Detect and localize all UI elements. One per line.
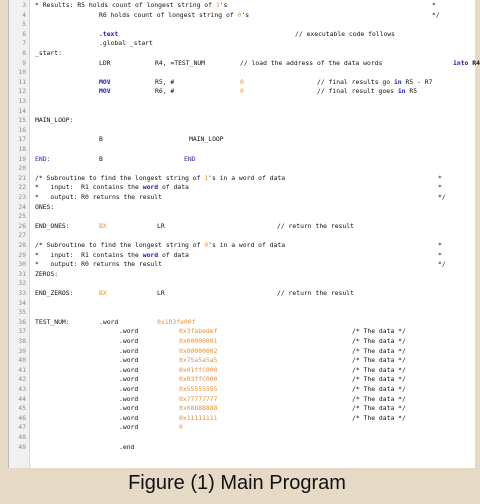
- code-line: [9, 289, 475, 299]
- code-token: /* The data */: [352, 394, 406, 403]
- code-line: [9, 107, 475, 117]
- line-number: 35: [18, 309, 26, 317]
- code-token: .word: [119, 413, 139, 422]
- code-token: 's: [219, 1, 228, 9]
- code-token: R5, #: [155, 77, 175, 86]
- code-token: .word: [119, 365, 139, 374]
- code-token: .word: [119, 337, 139, 345]
- code-token: LR: [157, 289, 165, 297]
- code-line: [9, 318, 475, 328]
- line-number: 47: [18, 424, 26, 432]
- code-token: in: [393, 77, 402, 86]
- code-token: END: [184, 154, 196, 163]
- line-number: 13: [18, 98, 26, 105]
- code-token: .word: [119, 404, 139, 413]
- line-number: 15: [18, 117, 26, 125]
- code-token: of data: [158, 183, 189, 192]
- code-line: [9, 404, 475, 414]
- line-number: 40: [18, 357, 26, 365]
- code-line: [9, 155, 475, 165]
- code-token: 0: [240, 87, 244, 96]
- code-token: * Results: R5 holds count of longest string of 1's: [35, 1, 228, 9]
- code-token: 0: [240, 77, 244, 86]
- code-token: 0x3fabedef: [179, 327, 218, 336]
- code-token: .word: [119, 423, 139, 432]
- line-number: 29: [18, 251, 26, 259]
- code-line: [9, 203, 475, 213]
- code-token: LR: [157, 221, 165, 230]
- code-token: 1: [204, 173, 209, 182]
- line-number: 34: [18, 299, 26, 307]
- code-token: .word: [119, 327, 139, 336]
- line-number: 5: [22, 21, 26, 29]
- code-line: [9, 126, 475, 136]
- code-token: word: [142, 183, 159, 192]
- code-line: [9, 251, 475, 261]
- code-token: .word: [119, 375, 139, 384]
- code-line: [9, 270, 475, 280]
- code-token: .end: [119, 442, 135, 451]
- code-line: [9, 299, 475, 309]
- code-line: [9, 423, 475, 433]
- code-line: [9, 414, 475, 424]
- line-number: 37: [18, 328, 26, 336]
- line-number: 42: [18, 376, 26, 384]
- code-line: [9, 395, 475, 405]
- line-number: 44: [18, 395, 26, 403]
- code-token: /* The data */: [352, 327, 406, 336]
- code-line: [9, 375, 475, 385]
- code-token: R4: [468, 58, 480, 67]
- code-line: [9, 337, 475, 347]
- line-number: 32: [18, 280, 26, 288]
- code-token: /* The data */: [352, 404, 406, 413]
- line-number: 28: [18, 242, 26, 249]
- figure-caption: Figure (1) Main Program: [128, 472, 346, 494]
- code-token: into R4: [453, 58, 480, 67]
- code-line: [9, 164, 475, 174]
- line-number: 14: [18, 107, 26, 115]
- line-number: 22: [18, 184, 26, 192]
- code-token: */: [438, 193, 446, 201]
- code-token: *: [438, 250, 442, 259]
- code-token: 0x00000001: [179, 337, 218, 345]
- code-line: [9, 241, 475, 251]
- code-token: 0: [237, 10, 242, 19]
- code-line: [9, 260, 475, 270]
- code-line: [9, 183, 475, 193]
- code-token: .word: [119, 385, 139, 393]
- code-token: * output: R0 returns the result: [35, 193, 162, 201]
- code-token: *: [432, 1, 436, 9]
- code-token: BX: [99, 221, 107, 230]
- code-token: *: [438, 183, 442, 192]
- code-token: .word: [99, 317, 119, 326]
- code-token: /* The data */: [352, 375, 406, 384]
- code-token: R4, =TEST_NUM: [155, 58, 206, 67]
- code-token: // executable code follows: [295, 29, 396, 38]
- code-token: * input: R1 contains the word of data: [35, 250, 189, 259]
- code-token: 0x55555555: [179, 385, 218, 393]
- line-number: 38: [18, 338, 26, 345]
- code-token: word: [142, 250, 159, 259]
- code-line: [9, 212, 475, 222]
- code-token: R5: [405, 87, 418, 96]
- code-token: 0: [204, 241, 209, 249]
- line-number: 16: [18, 126, 26, 134]
- line-number: 25: [18, 213, 26, 221]
- code-token: /* The data */: [352, 413, 406, 422]
- line-number: 31: [18, 270, 26, 278]
- code-line: [9, 443, 475, 453]
- code-token: TEST_NUM:: [35, 317, 70, 326]
- code-token: */: [432, 10, 440, 19]
- code-token: 0x00000002: [179, 346, 218, 355]
- code-line: [9, 231, 475, 241]
- code-line: [9, 11, 475, 21]
- code-line: [9, 222, 475, 232]
- code-line: [9, 347, 475, 357]
- code-token: // final result goes in R5: [317, 87, 418, 96]
- code-token: /* Subroutine to find the longest string of 1's in a word of data: [35, 173, 286, 182]
- line-number: 33: [18, 290, 26, 297]
- line-number: 3: [22, 2, 26, 9]
- code-token: R5 - R7: [401, 77, 433, 86]
- line-number: 10: [18, 69, 26, 77]
- code-token: _start:: [35, 49, 62, 57]
- code-token: /* The data */: [352, 356, 406, 365]
- code-editor[interactable]: [8, 0, 480, 468]
- code-token: ONES:: [35, 202, 55, 211]
- code-line: [9, 385, 475, 395]
- code-token: 0x03ffC000: [179, 375, 218, 384]
- code-token: 0x103fe00f: [157, 317, 196, 326]
- line-number: 41: [18, 366, 26, 374]
- code-token: *: [438, 241, 442, 249]
- code-token: 's in a word of data: [208, 241, 286, 249]
- code-line: [9, 279, 475, 289]
- code-token: R6, #: [155, 87, 175, 96]
- line-number: 26: [18, 222, 26, 230]
- code-token: // final results go in R5 - R7: [317, 77, 433, 86]
- code-token: */: [438, 260, 446, 269]
- code-token: R6 holds count of longest string of 0's: [99, 10, 250, 19]
- code-token: MAIN_LOOP:: [35, 116, 74, 125]
- code-token: 0x75a5a5a5: [179, 356, 218, 365]
- code-line: [9, 20, 475, 30]
- line-number: 21: [18, 174, 26, 182]
- code-token: .text: [99, 29, 119, 38]
- code-token: MOV: [99, 77, 111, 86]
- code-line: [9, 97, 475, 107]
- code-token: 0x08888888: [179, 404, 218, 413]
- line-number: 39: [18, 347, 26, 355]
- line-number: 8: [22, 50, 26, 57]
- code-token: .word: [119, 356, 139, 365]
- line-number: 30: [18, 261, 26, 269]
- code-token: * input: R1 contains the word of data: [35, 183, 189, 192]
- code-token: 's: [241, 10, 250, 19]
- code-token: 0x01ffC000: [179, 365, 218, 374]
- code-token: .global _start: [99, 39, 153, 48]
- code-token: // return the result: [277, 289, 354, 297]
- code-line: [9, 308, 475, 318]
- code-line: [9, 356, 475, 366]
- code-token: in: [397, 87, 406, 96]
- line-number: 19: [18, 155, 26, 163]
- code-line: [9, 174, 475, 184]
- code-token: * output: R0 returns the result: [35, 260, 162, 269]
- line-number: 11: [18, 78, 26, 86]
- line-number: 24: [18, 203, 26, 211]
- code-token: // load the address of the data words: [240, 58, 387, 67]
- code-line: [9, 193, 475, 203]
- code-token: END_ZEROS:: [35, 289, 74, 297]
- code-token: BX: [99, 289, 107, 297]
- code-token: 0x11111111: [179, 413, 218, 422]
- code-token: 0x77777777: [179, 394, 218, 403]
- code-token: .word: [119, 346, 139, 355]
- code-line: [9, 145, 475, 155]
- code-token: ZEROS:: [35, 269, 59, 278]
- code-line: [9, 135, 475, 145]
- line-number: 46: [18, 414, 26, 422]
- code-token: *: [438, 173, 442, 182]
- line-number: 7: [22, 40, 26, 48]
- code-token: /* The data */: [352, 337, 406, 345]
- code-token: END_ONES:: [35, 221, 70, 230]
- code-line: [9, 30, 475, 40]
- code-token: 1: [215, 1, 220, 9]
- code-token: of data: [158, 250, 189, 259]
- code-token: /* The data */: [352, 346, 406, 355]
- code-line: [9, 433, 475, 443]
- line-number: 36: [18, 318, 26, 326]
- code-token: /* The data */: [352, 365, 406, 374]
- code-line: [9, 116, 475, 126]
- code-line: [9, 87, 475, 97]
- code-token: /* The data */: [352, 385, 406, 393]
- code-line: [9, 327, 475, 337]
- code-line: [9, 366, 475, 376]
- code-token: MAIN_LOOP: [189, 135, 224, 144]
- code-line: [9, 68, 475, 78]
- code-token: LDR: [99, 58, 111, 67]
- code-line: [9, 78, 475, 88]
- code-token: MOV: [99, 87, 111, 96]
- code-token: /* Subroutine to find the longest string of 0's in a word of data: [35, 241, 286, 249]
- code-token: B: [99, 135, 103, 144]
- line-number: 17: [18, 136, 26, 144]
- code-line: [9, 58, 480, 69]
- code-token: END:: [35, 154, 51, 163]
- code-token: 0: [179, 423, 183, 432]
- line-number: 23: [18, 194, 26, 201]
- code-line: [9, 1, 475, 11]
- line-number: 48: [18, 434, 26, 441]
- line-number: 4: [22, 11, 26, 19]
- line-number: 49: [18, 443, 26, 451]
- line-number: 45: [18, 405, 26, 413]
- code-token: 's in a word of data: [208, 173, 286, 182]
- line-number: 20: [18, 165, 26, 173]
- code-token: // return the result: [277, 221, 354, 230]
- line-number: 43: [18, 386, 26, 393]
- line-number: 18: [18, 146, 26, 153]
- line-number: 27: [18, 232, 26, 240]
- code-token: .word: [119, 394, 139, 403]
- code-line: [9, 39, 475, 49]
- line-number: 9: [22, 59, 26, 67]
- line-number: 6: [22, 30, 26, 38]
- line-number: 12: [18, 88, 26, 96]
- code-token: B: [99, 154, 103, 163]
- code-line: [9, 49, 475, 59]
